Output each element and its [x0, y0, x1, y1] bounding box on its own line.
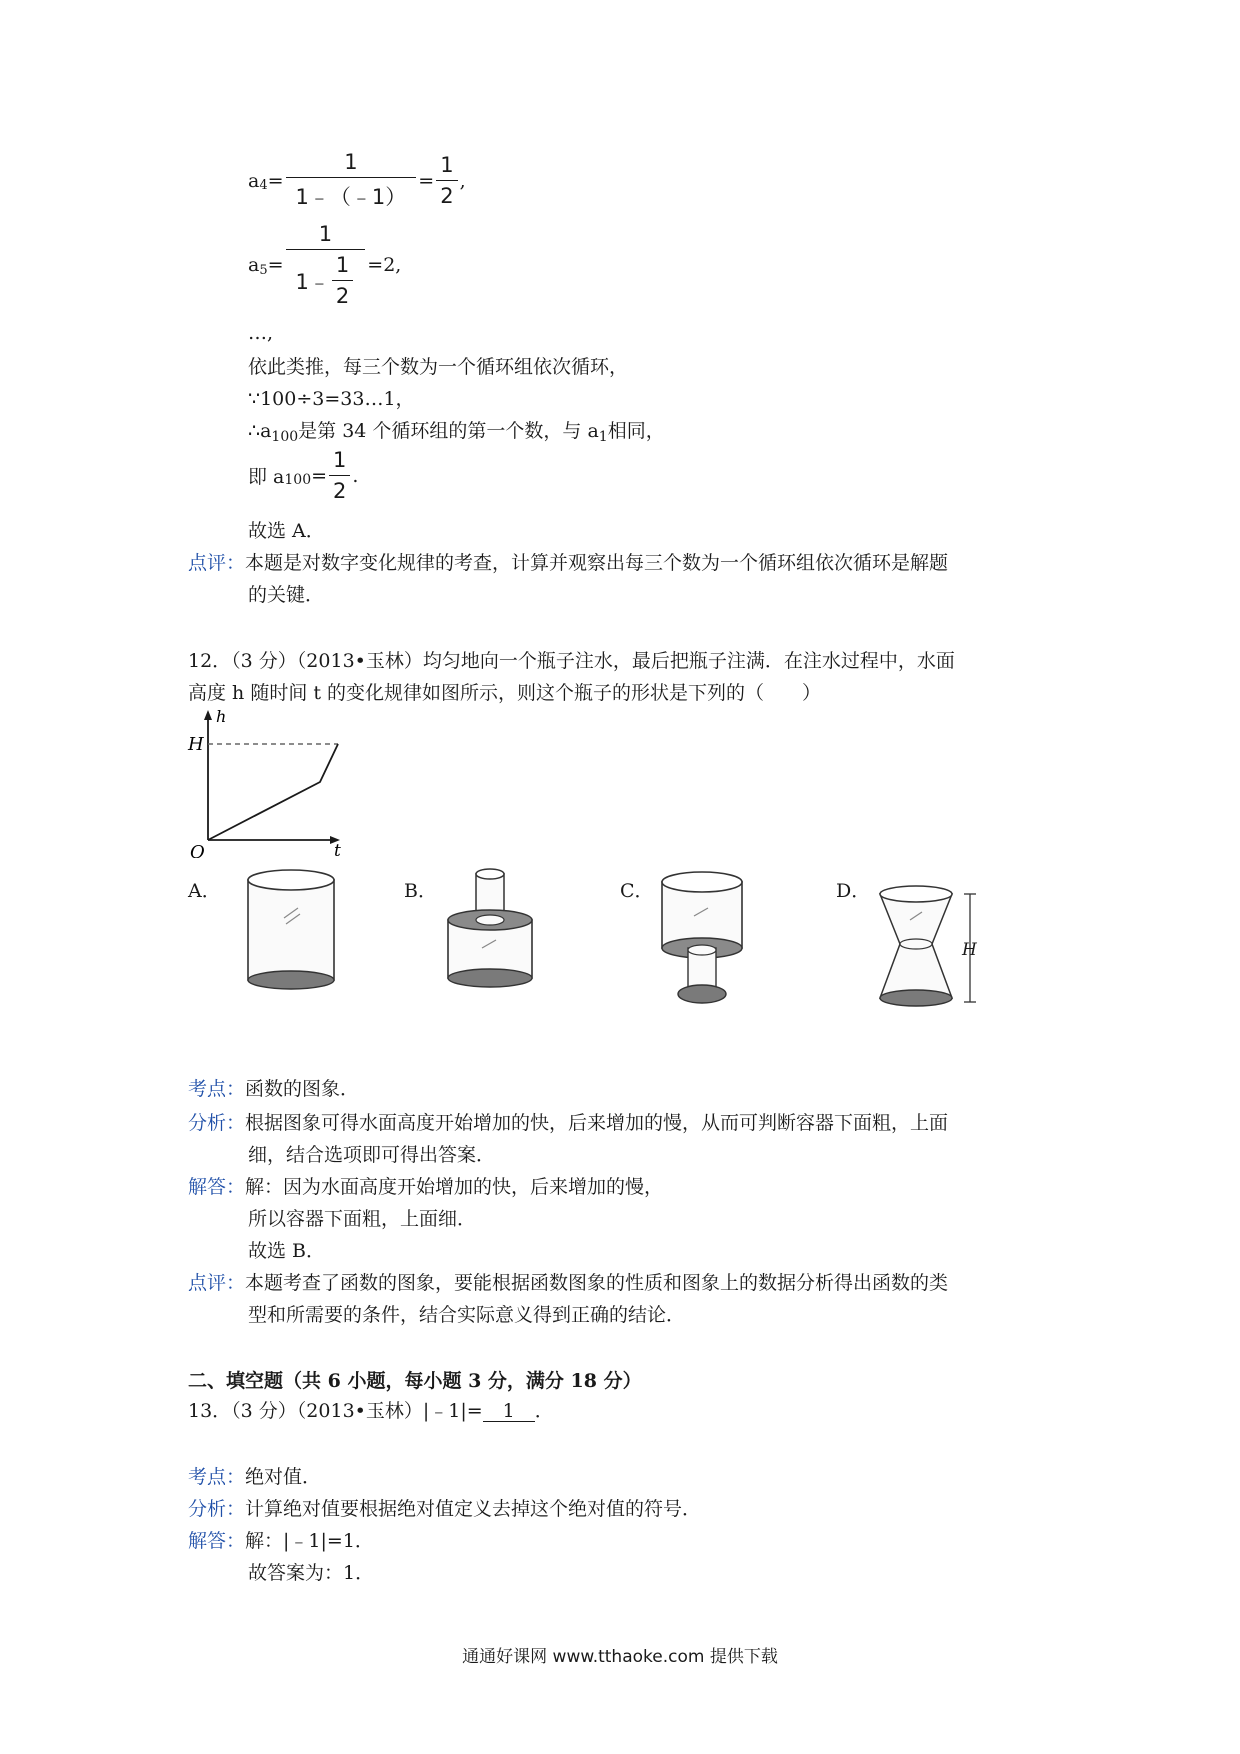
graph-y-arrow: [204, 710, 212, 720]
q13-jieda-label: 解答：: [188, 1530, 246, 1552]
a4-fraction: [286, 150, 417, 211]
formula-a5: [248, 222, 401, 308]
q12-graph: [186, 708, 356, 858]
comment11-line1: [188, 548, 948, 575]
ie-tail: .: [352, 464, 359, 487]
a5-fraction: [286, 222, 366, 308]
q13-line: [188, 1396, 554, 1423]
q12-dianping-text1: 本题考查了函数的图象，要能根据函数图象的性质和图象上的数据分析得出函数的类: [245, 1272, 949, 1294]
a4-res-den: 2: [440, 184, 454, 208]
cycle-line: 依此类推，每三个数为一个循环组依次循环，: [248, 356, 629, 378]
ie-eq: =: [311, 464, 328, 487]
q13-prefix: 13．（3 分）（2013•玉林）|﹣1|=: [188, 1400, 483, 1422]
q13-jieda-line2: 故答案为：1．: [248, 1562, 375, 1584]
a4-frac-den: 1﹣（﹣1）: [295, 185, 407, 209]
q12-kaodian: [188, 1074, 359, 1101]
bottle-c-image: [652, 870, 752, 1020]
graph-t-label: t: [334, 841, 341, 858]
bottle-d-H-label: H: [962, 940, 977, 960]
q12-jieda-label: 解答：: [188, 1176, 246, 1198]
ie-pre: 即 a: [248, 466, 285, 488]
q12-jieda-text1: 解：因为水面高度开始增加的快，后来增加的慢，: [245, 1176, 664, 1198]
a4-eq2: =: [418, 169, 435, 192]
comment11-line2: 的关键．: [248, 584, 325, 606]
a5-eq: =: [267, 254, 284, 276]
q13-fenxi-text: 计算绝对值要根据绝对值定义去掉这个绝对值的符号．: [245, 1498, 702, 1520]
option-a-label: A．: [188, 880, 221, 902]
a4-res-num: 1: [436, 153, 457, 181]
q12-dianping-label: 点评：: [188, 1272, 246, 1294]
option-b-label: B．: [404, 880, 437, 902]
a4-sub: 4: [259, 178, 268, 193]
because-line: ∵100÷3=33…1，: [248, 388, 415, 410]
comment11-text1: 本题是对数字变化规律的考查，计算并观察出每三个数为一个循环组依次循环是解题: [245, 552, 949, 574]
comment11-label: 点评：: [188, 552, 246, 574]
q12-fenxi: [188, 1108, 948, 1135]
therefore-post: 相同，: [607, 420, 665, 442]
q12-fenxi-line2: 细，结合选项即可得出答案．: [248, 1144, 496, 1166]
therefore-sub2: 1: [598, 429, 608, 445]
q13-kaodian-text: 绝对值．: [245, 1466, 322, 1488]
graph-H-label: H: [188, 734, 204, 755]
q12-fenxi-label: 分析：: [188, 1112, 246, 1134]
page-footer: 通通好课网 www.tthaoke.com 提供下载: [462, 1647, 778, 1667]
q12-kaodian-text: 函数的图象．: [245, 1078, 360, 1100]
ie-num: 1: [329, 448, 350, 476]
graph-O-label: O: [190, 842, 205, 858]
q13-suffix: ．: [534, 1400, 554, 1422]
graph-curve: [208, 744, 338, 840]
graph-h-label: h: [216, 708, 227, 726]
therefore-line: [248, 416, 665, 443]
q13-fenxi: [188, 1494, 701, 1521]
a4-tail: ,: [459, 169, 466, 192]
a5-lhs: a: [248, 254, 260, 276]
a5-tail: =2,: [367, 254, 402, 276]
a4-result-fraction: [436, 153, 457, 208]
q12-fenxi-text1: 根据图象可得水面高度开始增加的快，后来增加的慢，从而可判断容器下面粗，上面: [245, 1112, 949, 1134]
ie-den: 2: [333, 479, 347, 503]
a5-sub: 5: [259, 262, 268, 278]
a5-frac-den: [286, 250, 366, 308]
q13-answer: 1: [483, 1401, 535, 1422]
therefore-mid: 是第 34 个循环组的第一个数，与 a: [298, 420, 599, 442]
q12-line1: 12．（3 分）（2013•玉林）均匀地向一个瓶子注水，最后把瓶子注满．在注水过程中，水面: [188, 650, 955, 672]
q13-kaodian-label: 考点：: [188, 1466, 246, 1488]
q12-line2: 高度 h 随时间 t 的变化规律如图所示，则这个瓶子的形状是下列的（ ）: [188, 682, 822, 704]
q12-dianping: [188, 1268, 948, 1295]
a4-frac-num: 1: [286, 150, 417, 178]
bottle-a-image: [240, 866, 344, 996]
q13-jieda: [188, 1526, 374, 1553]
therefore-pre: ∴a: [248, 420, 272, 442]
a5-inner-num: 1: [332, 253, 353, 281]
section2-title: 二、填空题（共 6 小题，每小题 3 分，满分 18 分）: [188, 1370, 642, 1392]
option-c-label: C．: [620, 880, 654, 902]
therefore-sub: 100: [271, 429, 299, 445]
q12-jieda: [188, 1172, 663, 1199]
a5-inner-den: 2: [335, 284, 350, 308]
bottle-d-image: [866, 880, 996, 1020]
a4-eq: =: [267, 169, 284, 192]
option-d-label: D．: [836, 880, 871, 902]
ie-line: [248, 448, 358, 503]
a5-frac-num: 1: [286, 222, 366, 250]
q13-fenxi-label: 分析：: [188, 1498, 246, 1520]
q13-jieda-text1: 解：|﹣1|=1．: [245, 1530, 374, 1552]
q13-kaodian: [188, 1462, 321, 1489]
ie-sub: 100: [284, 471, 312, 488]
formula-a4: [248, 150, 466, 211]
q12-jieda-line2: 所以容器下面粗，上面细．: [248, 1208, 477, 1230]
ellipsis-line: …,: [248, 322, 274, 344]
q12-kaodian-label: 考点：: [188, 1078, 246, 1100]
bottle-b-image: [440, 866, 540, 996]
a4-lhs: a: [248, 169, 260, 192]
q12-dianping-line2: 型和所需要的条件，结合实际意义得到正确的结论．: [248, 1304, 686, 1326]
ie-fraction: [329, 448, 350, 503]
q12-jieda-line3: 故选 B．: [248, 1240, 326, 1262]
a5-inner-fraction: [332, 253, 353, 308]
a5-den-prefix: 1﹣: [295, 269, 330, 294]
choose-a-line: 故选 A．: [248, 520, 325, 542]
